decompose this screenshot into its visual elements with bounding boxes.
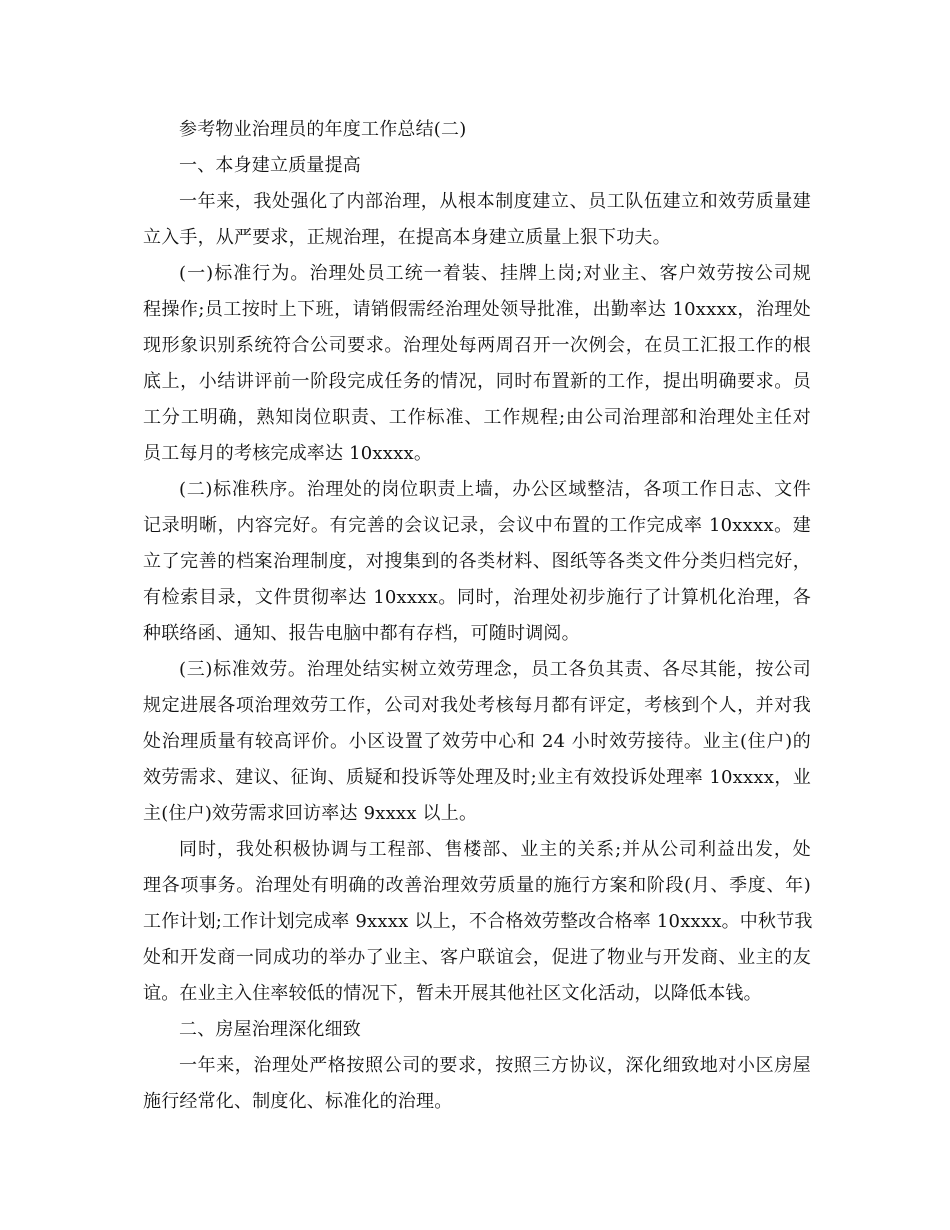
heading-text: 一、本身建立质量提高: [179, 155, 361, 176]
paragraph-line: 立入手，从严要求，正规治理，在提高本身建立质量上狠下功夫。: [143, 227, 671, 248]
paragraph-line: 程操作;员工按时上下班，请销假需经治理处领导批准，出勤率达 10xxxx，治理处: [143, 299, 811, 320]
body-paragraph: [143, 472, 811, 652]
paragraph-line: 有检索目录，文件贯彻率达 10xxxx。同时，治理处初步施行了计算机化治理，各: [143, 587, 811, 608]
paragraph-line: 谊。在业主入住率较低的情况下，暂未开展其他社区文化活动，以降低本钱。: [143, 983, 762, 1004]
body-paragraph: [143, 832, 811, 1012]
paragraph-line: 施行经常化、制度化、标准化的治理。: [143, 1091, 453, 1112]
document-page: [143, 112, 811, 1120]
heading-text: 二、房屋治理深化细致: [179, 1019, 361, 1040]
paragraph-line: 主(住户)效劳需求回访率达 9xxxx 以上。: [143, 803, 478, 824]
paragraph-line: (三)标准效劳。治理处结实树立效劳理念，员工各负其责、各尽其能，按公司: [179, 659, 811, 680]
paragraph-line: 理各项事务。治理处有明确的改善治理效劳质量的施行方案和阶段(月、季度、年): [143, 875, 811, 896]
document-body: [143, 148, 811, 1120]
paragraph-line: 处治理质量有较高评价。小区设置了效劳中心和 24 小时效劳接待。业主(住户)的: [143, 731, 811, 752]
paragraph-line: 效劳需求、建议、征询、质疑和投诉等处理及时;业主有效投诉处理率 10xxxx，业: [143, 767, 811, 788]
paragraph-line: 立了完善的档案治理制度，对搜集到的各类材料、图纸等各类文件分类归档完好，: [143, 551, 811, 572]
paragraph-line: (一)标准行为。治理处员工统一着装、挂牌上岗;对业主、客户效劳按公司规: [179, 263, 811, 284]
body-paragraph: [143, 256, 811, 472]
paragraph-line: 现形象识别系统符合公司要求。治理处每两周召开一次例会，在员工汇报工作的根: [143, 335, 811, 356]
paragraph-line: 工分工明确，熟知岗位职责、工作标准、工作规程;由公司治理部和治理处主任对: [143, 407, 811, 428]
paragraph-line: 员工每月的考核完成率达 10xxxx。: [143, 443, 433, 464]
body-paragraph: [143, 184, 811, 256]
paragraph-line: (二)标准秩序。治理处的岗位职责上墙，办公区域整洁，各项工作日志、文件: [179, 479, 811, 500]
paragraph-line: 底上，小结讲评前一阶段完成任务的情况，同时布置新的工作，提出明确要求。员: [143, 371, 811, 392]
document-title: 参考物业治理员的年度工作总结(二): [179, 119, 467, 140]
paragraph-line: 记录明晰，内容完好。有完善的会议记录，会议中布置的工作完成率 10xxxx。建: [143, 515, 811, 536]
paragraph-line: 种联络函、通知、报告电脑中都有存档，可随时调阅。: [143, 623, 580, 644]
section-heading: [143, 1012, 811, 1048]
paragraph-line: 处和开发商一同成功的举办了业主、客户联谊会，促进了物业与开发商、业主的友: [143, 947, 811, 968]
paragraph-line: 同时，我处积极协调与工程部、售楼部、业主的关系;并从公司利益出发，处: [179, 839, 811, 860]
body-paragraph: [143, 652, 811, 832]
section-heading: [143, 148, 811, 184]
paragraph-line: 规定进展各项治理效劳工作，公司对我处考核每月都有评定，考核到个人，并对我: [143, 695, 811, 716]
paragraph-line: 工作计划;工作计划完成率 9xxxx 以上，不合格效劳整改合格率 10xxxx。中秋节我: [143, 911, 813, 932]
paragraph-line: 一年来，我处强化了内部治理，从根本制度建立、员工队伍建立和效劳质量建: [179, 191, 811, 212]
body-paragraph: [143, 1048, 811, 1120]
paragraph-line: 一年来，治理处严格按照公司的要求，按照三方协议，深化细致地对小区房屋: [179, 1055, 811, 1076]
